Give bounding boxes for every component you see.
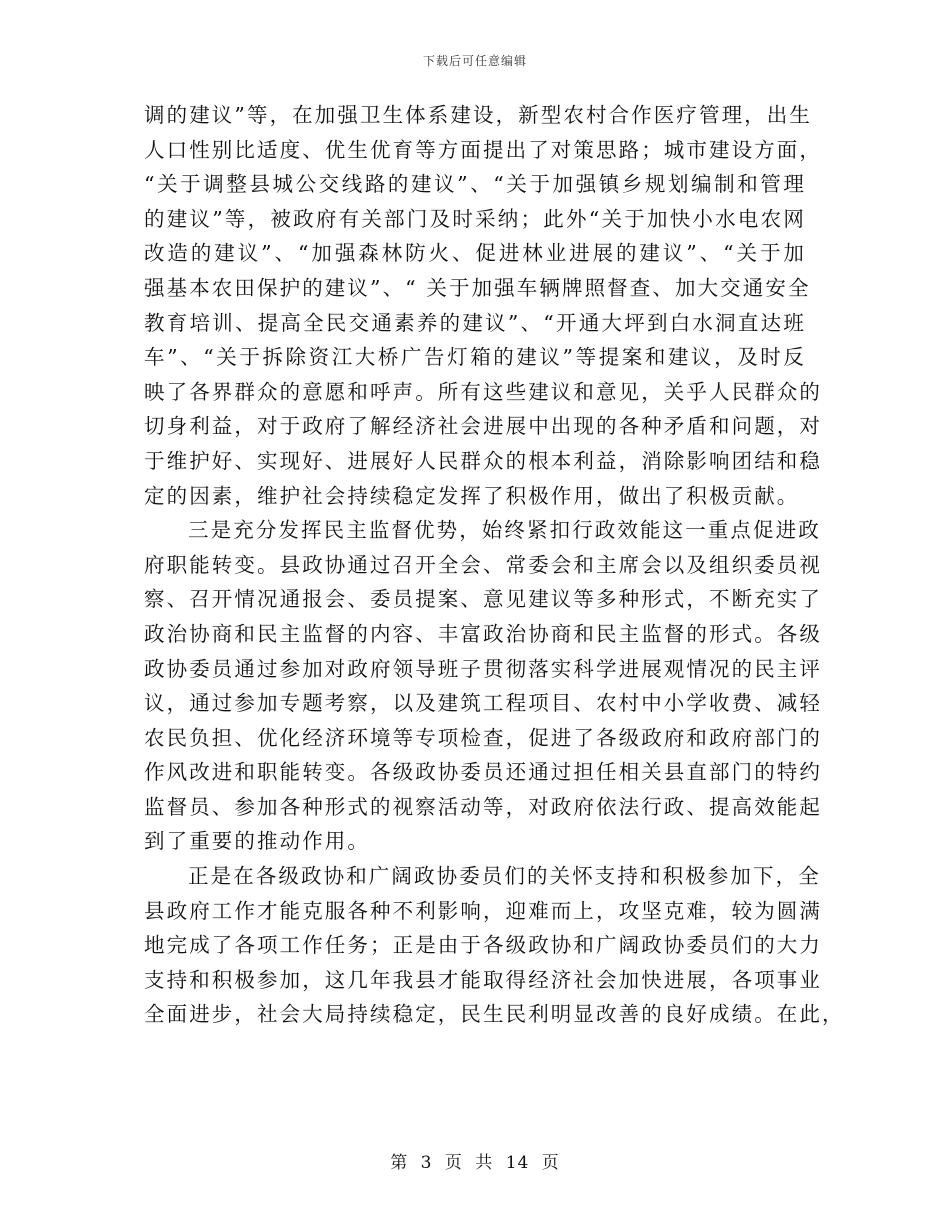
text-line: 支持和积极参加，这几年我县才能取得经济社会加快进展，各项事业 bbox=[144, 967, 822, 992]
text-line: 县政府工作才能克服各种不利影响，迎难而上，攻坚克难，较为圆满 bbox=[144, 898, 822, 923]
text-line: 改造的建议”、“加强森林防火、促进林业进展的建议”、“关于加 bbox=[144, 241, 806, 266]
text-line: 全面进步，社会大局持续稳定，民生民利明显改善的良好成绩。在此， bbox=[144, 1002, 845, 1027]
text-line: 议，通过参加专题考察，以及建筑工程项目、农村中小学收费、减轻 bbox=[144, 691, 822, 716]
text-line: 农民负担、优化经济环境等专项检查，促进了各级政府和政府部门的 bbox=[144, 725, 822, 750]
text-line: 教育培训、提高全民交通素养的建议”、“开通大坪到白水洞直达班 bbox=[144, 310, 806, 335]
text-line: 监督员、参加各种形式的视察活动等，对政府依法行政、提高效能起 bbox=[144, 794, 822, 819]
text-line: 三是充分发挥民主监督优势，始终紧扣行政效能这一重点促进政 bbox=[188, 518, 821, 543]
text-line: 车”、“关于拆除资江大桥广告灯箱的建议”等提案和建议，及时反 bbox=[144, 345, 806, 370]
text-line: 切身利益，对于政府了解经济社会进展中出现的各种矛盾和问题，对 bbox=[144, 414, 822, 439]
text-line: 到了重要的推动作用。 bbox=[144, 829, 370, 854]
text-line: 定的因素，维护社会持续稳定发挥了积极作用，做出了积极贡献。 bbox=[144, 483, 800, 508]
page-number: 第 3 页 共 14 页 bbox=[390, 1153, 560, 1173]
text-line: 强基本农田保护的建议”、“ 关于加强车辆牌照督查、加大交通安全 bbox=[144, 275, 811, 300]
page-header: 下载后可任意编辑 bbox=[422, 54, 527, 68]
paragraph-2 bbox=[144, 513, 822, 859]
text-line: 作风改进和职能转变。各级政协委员还通过担任相关县直部门的特约 bbox=[144, 760, 822, 785]
text-line: 于维护好、实现好、进展好人民群众的根本利益，消除影响团结和稳 bbox=[144, 448, 822, 473]
text-line: 察、召开情况通报会、委员提案、意见建议等多种形式，不断充实了 bbox=[144, 587, 822, 612]
text-line: 府职能转变。县政协通过召开全会、常委会和主席会以及组织委员视 bbox=[144, 552, 822, 577]
text-line: 人口性别比适度、优生优育等方面提出了对策思路；城市建设方面， bbox=[144, 137, 822, 162]
paragraph-3 bbox=[144, 859, 845, 1032]
text-line: 正是在各级政协和广阔政协委员们的关怀支持和积极参加下，全 bbox=[188, 864, 821, 889]
text-line: 政协委员通过参加对政府领导班子贯彻落实科学进展观情况的民主评 bbox=[144, 656, 822, 681]
text-line: 地完成了各项工作任务；正是由于各级政协和广阔政协委员们的大力 bbox=[144, 933, 822, 958]
text-line: 政治协商和民主监督的内容、丰富政治协商和民主监督的形式。各级 bbox=[144, 621, 822, 646]
text-line: 的建议”等，被政府有关部门及时采纳；此外“关于加快小水电农网 bbox=[144, 206, 806, 231]
text-line: “关于调整县城公交线路的建议”、“关于加强镇乡规划编制和管理 bbox=[144, 172, 806, 197]
paragraph-1 bbox=[144, 98, 822, 513]
document-body bbox=[144, 98, 845, 1032]
text-line: 调的建议”等，在加强卫生体系建设，新型农村合作医疗管理，出生 bbox=[144, 103, 812, 127]
text-line: 映了各界群众的意愿和呼声。所有这些建议和意见，关乎人民群众的 bbox=[144, 379, 822, 404]
